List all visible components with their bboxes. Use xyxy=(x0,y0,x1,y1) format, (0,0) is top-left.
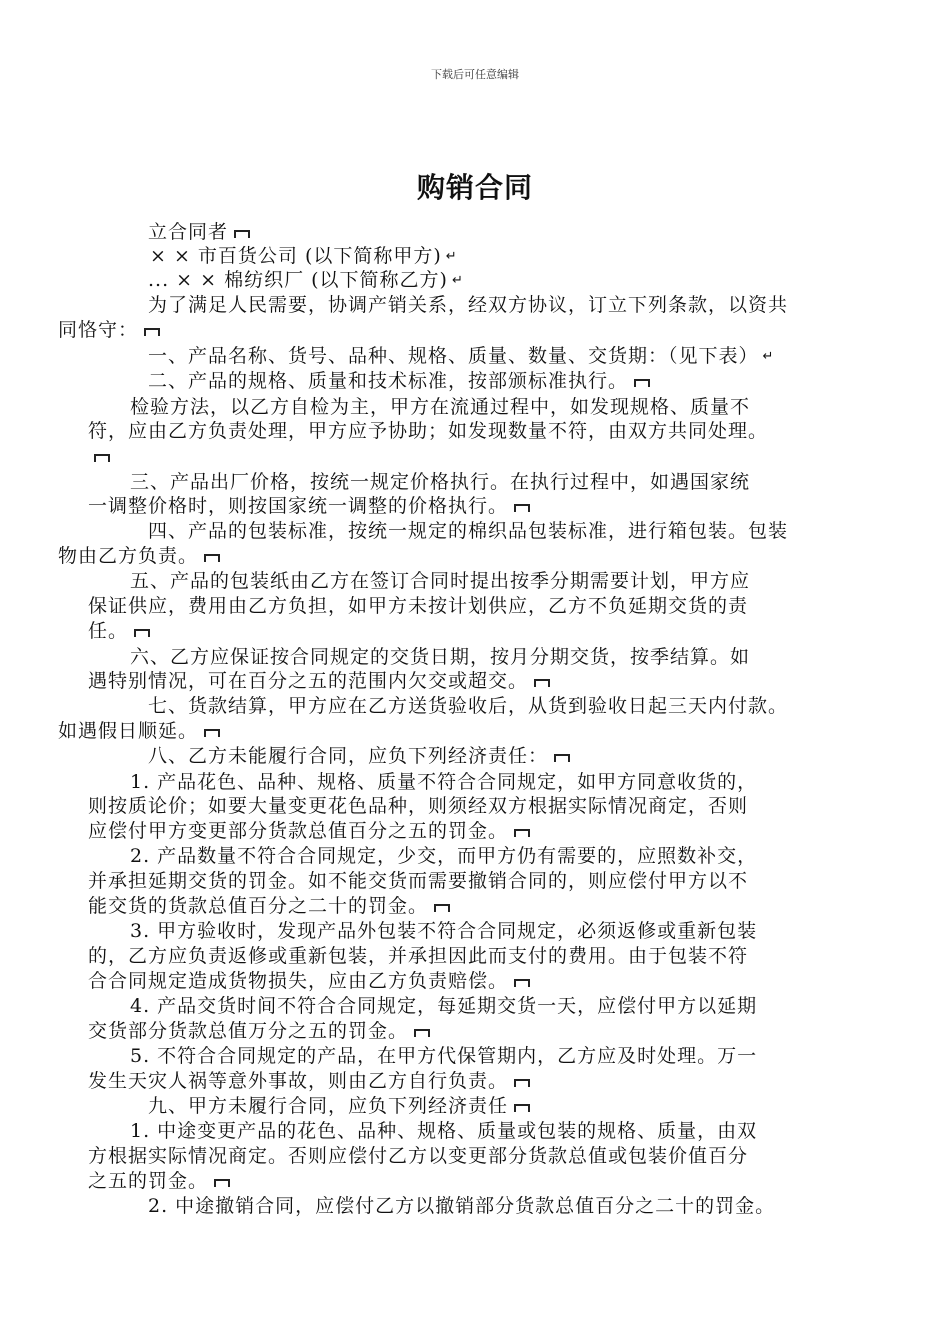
contract-line: 的，乙方应负责返修或重新包装，并承担因此而支付的费用。由于包装不符 xyxy=(88,945,749,967)
contract-line: 5. 不符合合同规定的产品，在甲方代保管期内，乙方应及时处理。万一 xyxy=(130,1045,758,1067)
page-header-note: 下载后可任意编辑 xyxy=(431,68,519,81)
contract-line: × × 市百货公司 (以下简称甲方) ↵ xyxy=(150,245,458,267)
contract-line: 四、产品的包装标准，按统一规定的棉织品包装标准，进行箱包装。包装 xyxy=(148,520,789,542)
contract-line: 检验方法，以乙方自检为主，甲方在流通过程中，如发现规格、质量不 xyxy=(130,396,751,418)
contract-line: 二、产品的规格、质量和技术标准，按部颁标准执行。 xyxy=(148,369,652,393)
contract-line: 2. 中途撤销合同，应偿付乙方以撤销部分货款总值百分之二十的罚金。 xyxy=(148,1195,776,1217)
paragraph-mark-icon xyxy=(432,901,452,913)
contract-line: 并承担延期交货的罚金。如不能交货而需要撤销合同的，则应偿付甲方以不 xyxy=(88,870,749,892)
paragraph-mark-icon xyxy=(142,325,162,337)
contract-line: 五、产品的包装纸由乙方在签订合同时提出按季分期需要计划，甲方应 xyxy=(130,570,751,592)
paragraph-mark-icon xyxy=(512,1076,532,1088)
contract-line: 同恪守： xyxy=(58,318,162,342)
contract-line: 一调整价格时，则按国家统一调整的价格执行。 xyxy=(88,494,532,518)
contract-line: ... × × 棉纺织厂 (以下简称乙方) ↵ xyxy=(148,269,464,291)
contract-line: 如遇假日顺延。 xyxy=(58,719,222,743)
contract-line: 能交货的货款总值百分之二十的罚金。 xyxy=(88,894,452,918)
contract-line: 八、乙方未能履行合同，应负下列经济责任： xyxy=(148,744,572,768)
paragraph-mark-icon xyxy=(232,227,252,239)
paragraph-mark-icon xyxy=(512,976,532,988)
paragraph-mark-icon xyxy=(532,676,552,688)
contract-line: 合合同规定造成货物损失，应由乙方负责赔偿。 xyxy=(88,969,532,993)
paragraph-mark-icon: ↵ xyxy=(451,273,464,288)
paragraph-mark-icon xyxy=(92,451,112,463)
contract-line: 遇特别情况，可在百分之五的范围内欠交或超交。 xyxy=(88,669,552,693)
paragraph-mark-icon xyxy=(132,626,152,638)
contract-line: 1. 中途变更产品的花色、品种、规格、质量或包装的规格、质量，由双 xyxy=(130,1120,758,1142)
contract-line: 立合同者 xyxy=(148,220,252,244)
contract-line: 方根据实际情况商定。否则应偿付乙方以变更部分货款总值或包装价值百分 xyxy=(88,1145,749,1167)
paragraph-mark-icon xyxy=(512,826,532,838)
contract-line: 九、甲方未履行合同，应负下列经济责任 xyxy=(148,1094,532,1118)
paragraph-mark-icon xyxy=(512,1101,532,1113)
paragraph-mark-icon xyxy=(412,1026,432,1038)
paragraph-mark-icon xyxy=(632,376,652,388)
contract-line: 交货部分货款总值万分之五的罚金。 xyxy=(88,1019,432,1043)
contract-line: 七、货款结算，甲方应在乙方送货验收后，从货到验收日起三天内付款。 xyxy=(148,695,789,717)
contract-line: 为了满足人民需要，协调产销关系，经双方协议，订立下列条款，以资共 xyxy=(148,294,789,316)
paragraph-mark-icon: ↵ xyxy=(445,249,458,264)
contract-line: 任。 xyxy=(88,619,152,643)
paragraph-mark-icon xyxy=(212,1176,232,1188)
contract-line: 发生天灾人祸等意外事故，则由乙方自行负责。 xyxy=(88,1069,532,1093)
contract-line: 六、乙方应保证按合同规定的交货日期，按月分期交货，按季结算。如 xyxy=(130,646,751,668)
contract-line: 3. 甲方验收时，发现产品外包装不符合合同规定，必须返修或重新包装 xyxy=(130,920,758,942)
contract-line: 之五的罚金。 xyxy=(88,1169,232,1193)
contract-line: 符，应由乙方负责处理，甲方应予协助；如发现数量不符，由双方共同处理。 xyxy=(88,420,769,442)
contract-line: 物由乙方负责。 xyxy=(58,544,222,568)
paragraph-mark-icon xyxy=(202,726,222,738)
paragraph-mark-icon xyxy=(202,551,222,563)
contract-line: 一、产品名称、货号、品种、规格、质量、数量、交货期：（见下表） ↵ xyxy=(148,345,775,367)
paragraph-mark-icon xyxy=(512,501,532,513)
contract-line: 保证供应，费用由乙方负担，如甲方未按计划供应，乙方不负延期交货的责 xyxy=(88,595,749,617)
contract-line xyxy=(88,444,112,468)
paragraph-mark-icon: ↵ xyxy=(762,349,775,364)
document-title: 购销合同 xyxy=(416,171,533,204)
contract-line: 应偿付甲方变更部分货款总值百分之五的罚金。 xyxy=(88,819,532,843)
contract-line: 三、产品出厂价格，按统一规定价格执行。在执行过程中，如遇国家统 xyxy=(130,471,751,493)
contract-line: 2. 产品数量不符合合同规定，少交，而甲方仍有需要的，应照数补交， xyxy=(130,845,758,867)
contract-line: 1. 产品花色、品种、规格、质量不符合合同规定，如甲方同意收货的， xyxy=(130,771,758,793)
contract-line: 则按质论价；如要大量变更花色品种，则须经双方根据实际情况商定，否则 xyxy=(88,795,749,817)
paragraph-mark-icon xyxy=(552,751,572,763)
contract-line: 4. 产品交货时间不符合合同规定，每延期交货一天，应偿付甲方以延期 xyxy=(130,995,758,1017)
